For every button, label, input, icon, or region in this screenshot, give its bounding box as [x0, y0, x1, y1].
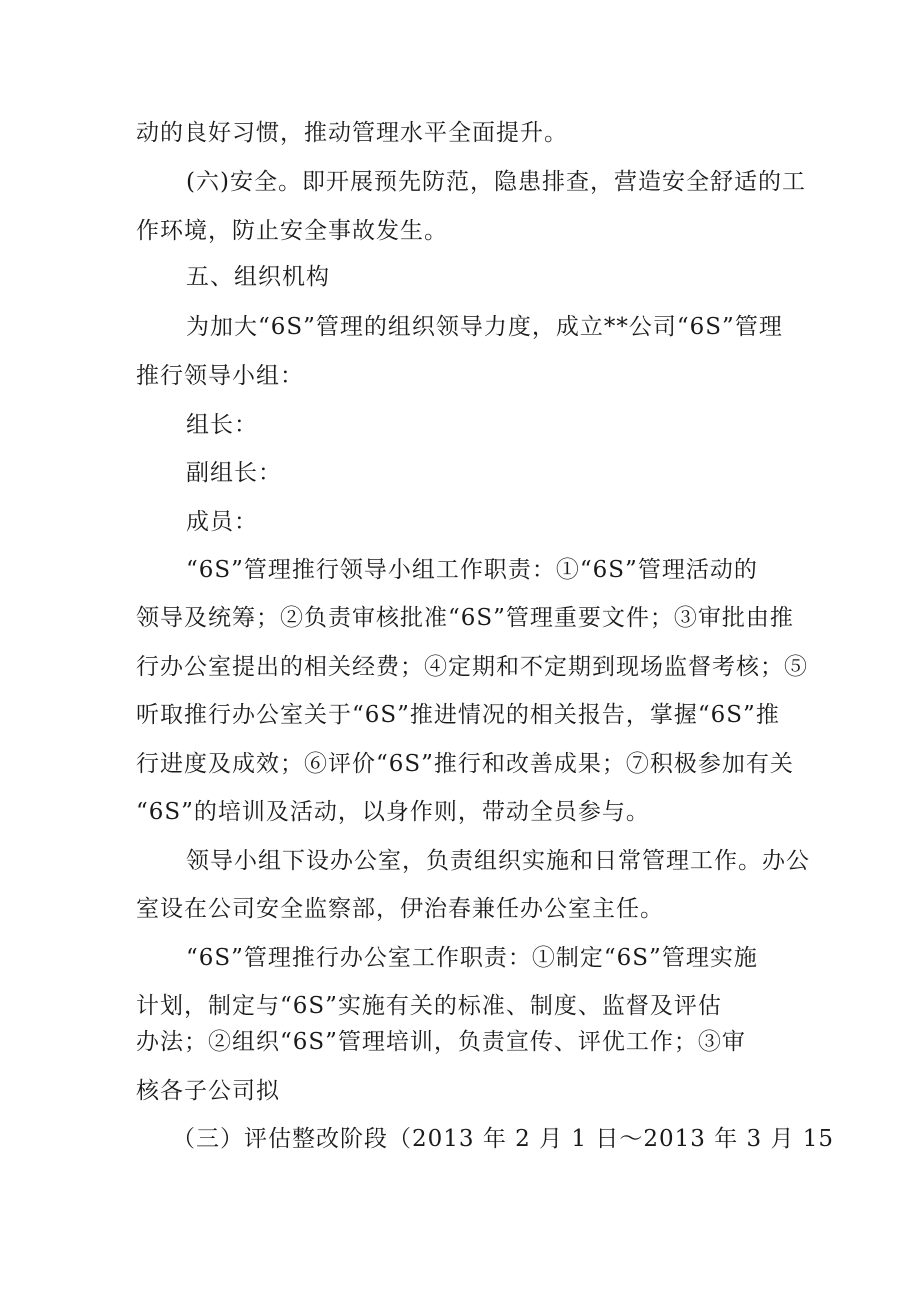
group-leader-label: 组长： [186, 412, 258, 438]
text-line: 行进度及成效；⑥评价“6S”推行和改善成果；⑦积极参加有关 [136, 751, 794, 777]
section-heading: （三）评估整改阶段（2013 年 2 月 1 日～2013 年 3 月 15 [172, 1126, 835, 1152]
deputy-leader-label: 副组长： [186, 460, 282, 486]
text-line: 动的良好习惯，推动管理水平全面提升。 [136, 120, 568, 146]
text-line: 作环境，防止安全事故发生。 [136, 218, 448, 244]
text-line: 核各子公司拟 [136, 1078, 280, 1104]
section-heading: 五、组织机构 [186, 264, 330, 290]
text-line: 为加大“6S”管理的组织领导力度，成立**公司“6S”管理 [186, 314, 783, 340]
text-line: “6S”管理推行领导小组工作职责：①“6S”管理活动的 [186, 557, 758, 583]
text-line: 室设在公司安全监察部，伊治春兼任办公室主任。 [136, 896, 664, 922]
text-line: “6S”的培训及活动，以身作则，带动全员参与。 [136, 799, 650, 825]
text-line: (六)安全。即开展预先防范，隐患排查，营造安全舒适的工 [186, 169, 806, 195]
text-line: 领导小组下设办公室，负责组织实施和日常管理工作。办公 [186, 848, 810, 874]
text-line: 听取推行办公室关于“6S”推进情况的相关报告，掌握“6S”推 [136, 702, 780, 728]
text-line: 领导及统筹；②负责审核批准“6S”管理重要文件；③审批由推 [136, 605, 794, 631]
text-line: 计划，制定与“6S”实施有关的标准、制度、监督及评估 [136, 993, 722, 1019]
text-line: “6S”管理推行办公室工作职责：①制定“6S”管理实施 [186, 945, 758, 971]
members-label: 成员： [186, 509, 258, 535]
text-line: 推行领导小组： [136, 363, 304, 389]
text-line: 办法；②组织“6S”管理培训，负责宣传、评优工作；③审 [136, 1029, 746, 1055]
text-line: 行办公室提出的相关经费；④定期和不定期到现场监督考核；⑤ [136, 654, 808, 680]
